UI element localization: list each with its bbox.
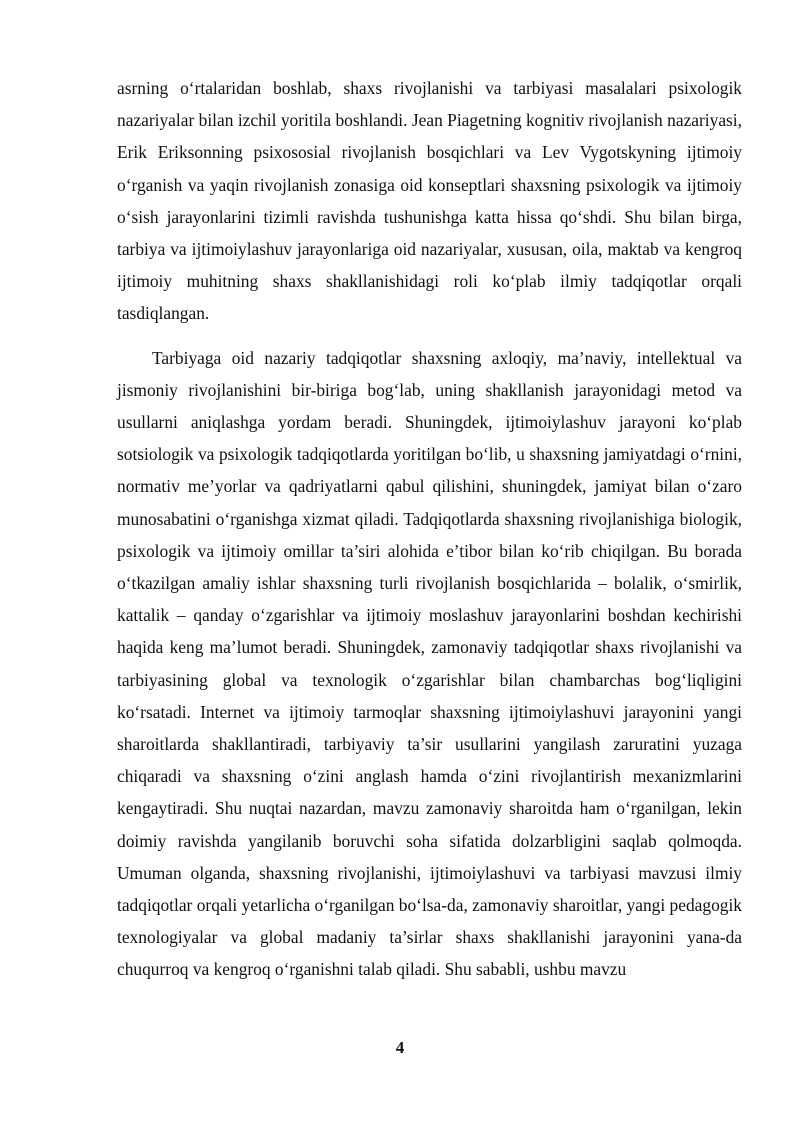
paragraph: asrning o‘rtalaridan boshlab, shaxs rivojlanishi va tarbiyasi masalalari psixologik nazariyalar bilan izchil yoritila boshlandi. Jean Piagetning kognitiv rivojlanish nazariyasi, Erik Eriksonning psixososial rivojlanish bosqichlari va Lev Vygotskyning ijtimoiy o‘rganish va yaqin rivojlanish zonasiga oid konseptlari shaxsning psixologik va ijtimoiy o‘sish jarayonlarini tizimli ravishda tushunishga katta hissa qo‘shdi. Shu bilan birga, tarbiya va ijtimoiylashuv jarayonlariga oid nazariyalar, xususan, oila, maktab va kengroq ijtimoiy muhitning shaxs shakllanishidagi roli ko‘plab ilmiy tadqiqotlar orqali tasdiqlangan. xyxy=(117,78,742,324)
page-number: 4 xyxy=(395,1038,405,1057)
body-text xyxy=(117,72,742,986)
paragraph: Tarbiyaga oid nazariy tadqiqotlar shaxsning axloqiy, ma’naviy, intellektual va jismoniy rivojlanishini bir-biriga bog‘lab, uning shakllanish jarayonidagi metod va usullarni aniqlashga yordam beradi. Shuningdek, ijtimoiylashuv jarayoni ko‘plab sotsiologik va psixologik tadqiqotlarda yoritilgan bo‘lib, u shaxsning jamiyatdagi o‘rnini, normativ me’yorlar va qadriyatlarni qabul qilishini, shuningdek, jamiyat bilan o‘zaro munosabatini o‘rganishga xizmat qiladi. Tadqiqotlarda shaxsning rivojlanishiga biologik, psixologik va ijtimoiy omillar ta’siri alohida e’tibor bilan ko‘rib chiqilgan. Bu borada o‘tkazilgan amaliy ishlar shaxsning turli rivojlanish bosqichlarida – bolalik, o‘smirlik, kattalik – qanday o‘zgarishlar va ijtimoiy moslashuv jarayonlarini boshdan kechirishi haqida keng ma’lumot beradi. Shuningdek, zamonaviy tadqiqotlar shaxs rivojlanishi va tarbiyasining global va texnologik o‘zgarishlar bilan chambarchas bog‘liqligini ko‘rsatadi. Internet va ijtimoiy tarmoqlar shaxsning ijtimoiylashuvi jarayonini yangi sharoitlarda shakllantiradi, tarbiyaviy ta’sir usullarini yangilash zaruratini yuzaga chiqaradi va shaxsning o‘zini anglash hamda o‘zini rivojlantirish mexanizmlarini kengaytiradi. Shu nuqtai nazardan, mavzu zamonaviy sharoitda ham o‘rganilgan, lekin doimiy ravishda yangilanib boruvchi soha sifatida dolzarbligini saqlab qolmoqda. Umuman olganda, shaxsning rivojlanishi, ijtimoiylashuvi va tarbiyasi mavzusi ilmiy tadqiqotlar orqali yetarlicha o‘rganilgan bo‘lsa-da, zamonaviy sharoitlar, yangi pedagogik texnologiyalar va global madaniy ta’sirlar shaxs shakllanishi jarayonini yana-da chuqurroq va kengroq o‘rganishni talab qiladi. Shu sababli, ushbu mavzu xyxy=(117,347,742,980)
